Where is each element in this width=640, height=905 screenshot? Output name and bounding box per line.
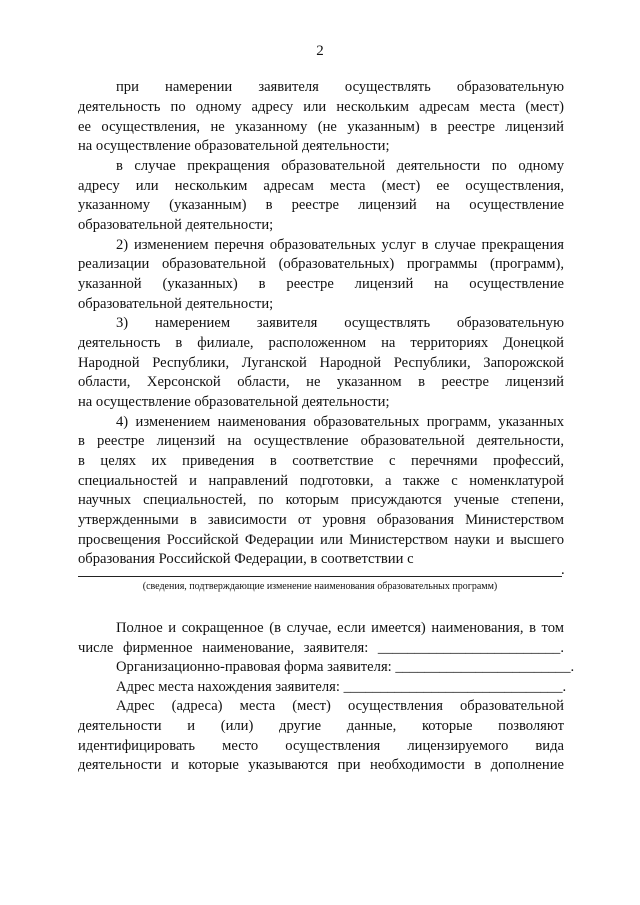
text-line: области, Херсонской области, не указанном в реестре лицензий bbox=[78, 374, 564, 390]
text-line: образовательной деятельности; bbox=[78, 217, 274, 233]
text-line: образовательной деятельности; bbox=[78, 296, 274, 312]
fill-in-line-end: . bbox=[561, 562, 565, 578]
text-line: 3) намерением заявителя осуществлять образовательную bbox=[116, 315, 564, 331]
text-line: Адрес (адреса) места (мест) осуществления образовательной bbox=[116, 698, 564, 714]
text-line: образования Российской Федерации, в соответствии с bbox=[78, 551, 414, 567]
text-line: просвещения Российской Федерации или Министерством науки и высшего bbox=[78, 532, 564, 548]
text-line: Народной Республики, Луганской Народной Республики, Запорожской bbox=[78, 355, 564, 371]
text-line: адресу или нескольким адресам места (мест) ее осуществления, bbox=[78, 178, 564, 194]
text-line: деятельность по одному адресу или нескольким адресам места (мест) bbox=[78, 99, 564, 115]
text-line: 4) изменением наименования образовательных программ, указанных bbox=[116, 414, 564, 430]
text-line: на осуществление образовательной деятельности; bbox=[78, 394, 390, 410]
text-line: в реестре лицензий на осуществление образовательной деятельности, bbox=[78, 433, 564, 449]
text-line: идентифицировать место осуществления лицензируемого вида bbox=[78, 738, 564, 754]
fill-in-line bbox=[78, 576, 562, 577]
text-line: 2) изменением перечня образовательных услуг в случае прекращения bbox=[116, 237, 564, 253]
text-line: деятельности и (или) другие данные, которые позволяют bbox=[78, 718, 564, 734]
text-line: Организационно-правовая форма заявителя: ________________________. bbox=[116, 659, 575, 675]
text-line: ее осуществления, не указанному (не указанным) в реестре лицензий bbox=[78, 119, 564, 135]
text-line: научных специальностей, по которым присуждаются ученые степени, bbox=[78, 492, 564, 508]
text-line: числе фирменное наименование, заявителя: _________________________. bbox=[78, 640, 564, 656]
text-line: указанному (указанным) в реестре лицензий на осуществление bbox=[78, 197, 564, 213]
text-line: при намерении заявителя осуществлять образовательную bbox=[116, 79, 564, 95]
text-line: на осуществление образовательной деятельности; bbox=[78, 138, 390, 154]
text-line: реализации образовательной (образовательных) программы (программ), bbox=[78, 256, 564, 272]
text-line: деятельность в филиале, расположенном на территориях Донецкой bbox=[78, 335, 564, 351]
text-line: деятельности и которые указываются при необходимости в дополнение bbox=[78, 757, 564, 773]
page-number: 2 bbox=[316, 43, 324, 59]
text-line: в случае прекращения образовательной деятельности по одному bbox=[116, 158, 564, 174]
field-caption: (сведения, подтверждающие изменение наименования образовательных программ) bbox=[142, 581, 498, 592]
text-line: Полное и сокращенное (в случае, если имеется) наименования, в том bbox=[116, 620, 564, 636]
text-line: утвержденными в зависимости от уровня образования Министерством bbox=[78, 512, 564, 528]
text-line: Адрес места нахождения заявителя: ______________________________. bbox=[116, 679, 567, 695]
text-line: специальностей и направлений подготовки, а также с номенклатурой bbox=[78, 473, 564, 489]
text-line: в целях их приведения в соответствие с перечнями профессий, bbox=[78, 453, 564, 469]
text-line: указанной (указанных) в реестре лицензий на осуществление bbox=[78, 276, 564, 292]
